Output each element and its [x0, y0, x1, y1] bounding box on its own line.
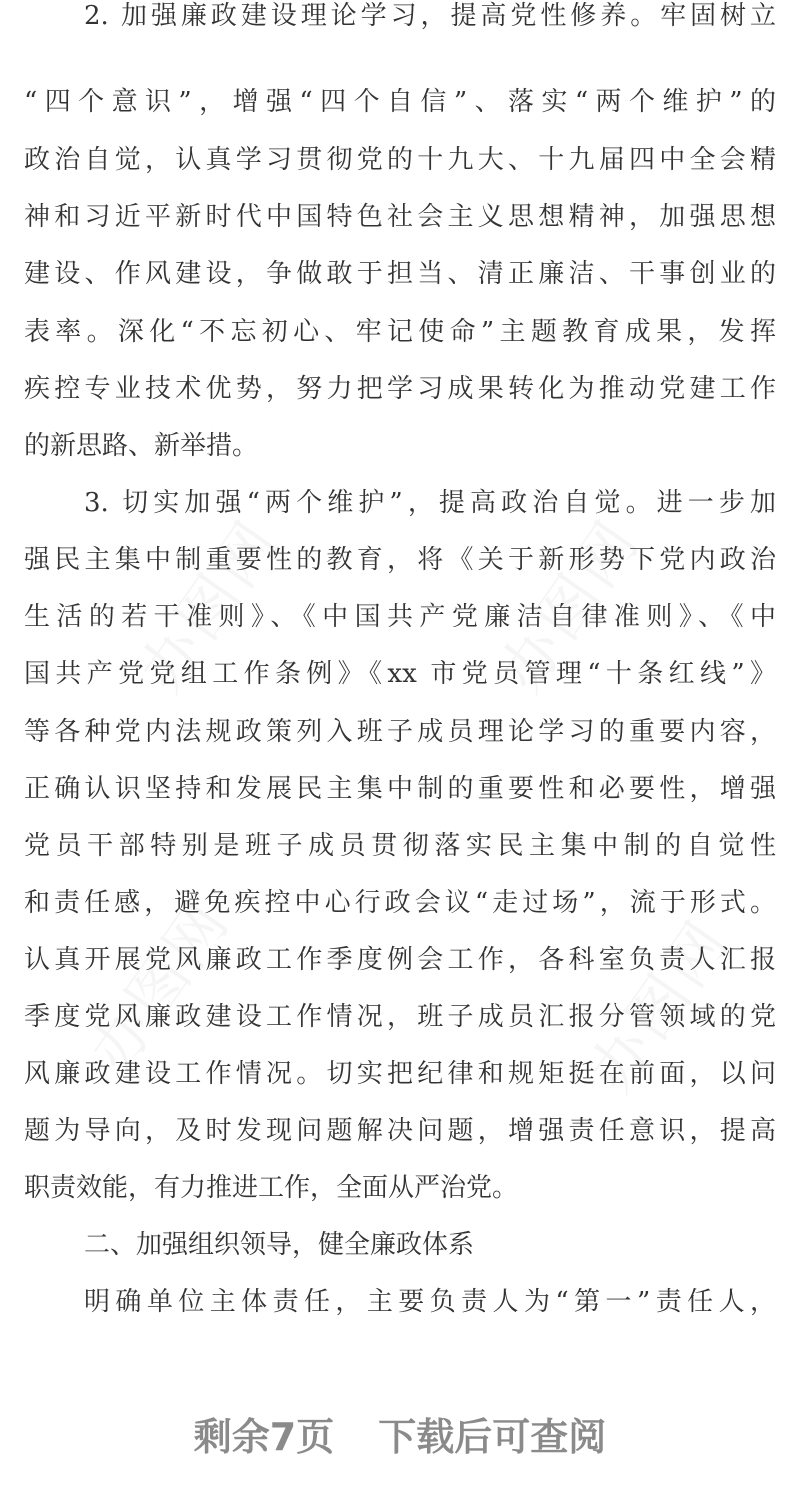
- download-prompt[interactable]: [0, 1402, 800, 1472]
- paragraph-line: 明确单位主体责任，主要负责人为“第一”责任人，: [84, 1287, 776, 1317]
- paragraph-line: 和责任感，避免疾控中心行政会议“走过场”，流于形式。: [24, 888, 776, 918]
- paragraph-line: 风廉政建设工作情况。切实把纪律和规矩挺在前面，以问: [24, 1059, 776, 1089]
- paragraph-line: 建设、作风建设，争做敢于担当、清正廉洁、干事创业的: [24, 259, 776, 289]
- watermark: 办图网: [486, 507, 654, 705]
- paragraph-line: 正确认识坚持和发展民主集中制的重要性和必要性，增强: [24, 774, 776, 804]
- paragraph-line: 等各种党内法规政策列入班子成员理论学习的重要内容，: [24, 717, 776, 747]
- paragraph-line: “四个意识”，增强“四个自信”、落实“两个维护”的: [24, 87, 776, 117]
- paragraph-line: 生活的若干准则》、《中国共产党廉洁自律准则》、《中: [24, 602, 776, 632]
- paragraph-line: 3. 切实加强“两个维护”，提高政治自觉。进一步加: [84, 488, 776, 518]
- section-heading: 二、加强组织领导，健全廉政体系: [84, 1230, 475, 1260]
- paragraph-line: 国共产党党组工作条例》《xx 市党员管理“十条红线”》: [24, 659, 776, 689]
- paragraph-line: 认真开展党风廉政工作季度例会工作，各科室负责人汇报: [24, 945, 776, 975]
- paragraph-line: 强民主集中制重要性的教育，将《关于新形势下党内政治: [24, 545, 776, 575]
- watermark: 办图网: [576, 907, 744, 1105]
- paragraph-line: 职责效能，有力推进工作，全面从严治党。: [24, 1173, 519, 1203]
- paragraph-line: 政治自觉，认真学习贯彻党的十九大、十九届四中全会精: [24, 145, 776, 175]
- paragraph-line: 的新思路、新举措。: [24, 431, 259, 461]
- paragraph-line: 表率。深化“不忘初心、牢记使命”主题教育成果，发挥: [24, 317, 776, 347]
- watermark: 办图网: [126, 507, 294, 705]
- download-to-view-text: 下载后可查阅: [378, 1415, 607, 1459]
- paragraph-line: 2. 加强廉政建设理论学习，提高党性修养。牢固树立: [84, 1, 776, 31]
- watermark: 办图网: [76, 887, 244, 1085]
- paragraph-line: 神和习近平新时代中国特色社会主义思想精神，加强思想: [24, 202, 776, 232]
- paragraph-line: 党员干部特别是班子成员贯彻落实民主集中制的自觉性: [24, 831, 776, 861]
- paragraph-line: 季度党风廉政建设工作情况，班子成员汇报分管领域的党: [24, 1002, 776, 1032]
- paragraph-line: 题为导向，及时发现问题解决问题，增强责任意识，提高: [24, 1116, 776, 1146]
- paragraph-line: 疾控专业技术优势，努力把学习成果转化为推动党建工作: [24, 374, 776, 404]
- remaining-pages-text: 剩余7页: [193, 1415, 335, 1459]
